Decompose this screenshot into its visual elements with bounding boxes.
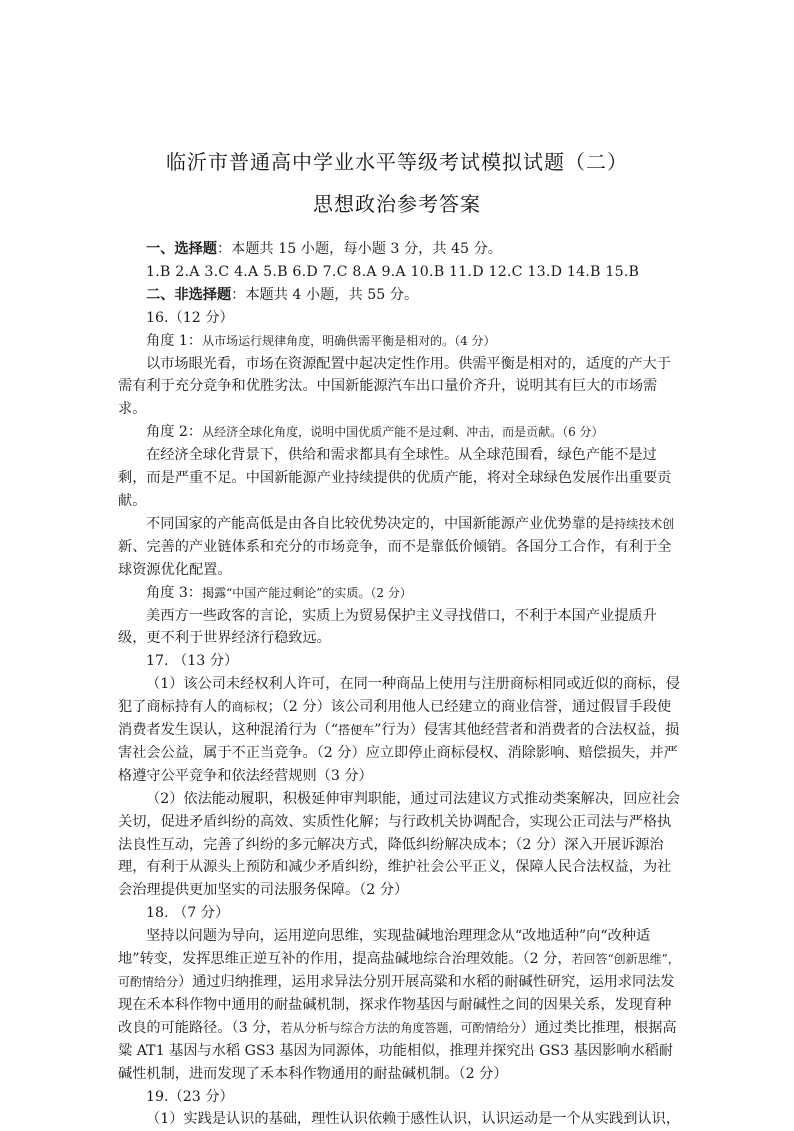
q17-part-1: [118, 673, 680, 788]
q16-angle1: [118, 330, 680, 353]
q18-text-e: ）通过类比推理，根据高粱 AT1 基因与水稻 GS3 基因为同源体，功能相似，推理并探究出 GS3 基因影响水稻耐碱性机制，进而发现了禾本科作物通用的耐盐碱机制。（2 分）: [118, 1019, 677, 1082]
q17-p1-text-c: ；（2 分）该公司利用他人已经建立的商业信誉，通过假冒手段使消费者发生误认，这种混淆行为（“: [118, 699, 672, 739]
q18-paragraph: [118, 925, 680, 1085]
q16-paragraph-1: 以市场眼光看，市场在资源配置中起决定性作用。供需平衡是相对的，适度的产大于需有利于充分竞争和优胜劣汰。中国新能源汽车出口量价齐升，说明其有巨大的市场需求。: [118, 355, 671, 418]
q19-heading: 19.（23 分）: [146, 1088, 234, 1105]
angle1-label: 角度 1：: [146, 332, 203, 349]
answer-body: [118, 238, 680, 1131]
section1-heading: 一、选择题: [146, 241, 217, 257]
section2-heading: 二、非选择题: [146, 286, 232, 303]
section2-line: [118, 284, 680, 307]
choice-answers: 1.B 2.A 3.C 4.A 5.B 6.D 7.C 8.A 9.A 10.B 11.D 12.C 13.D 14.B 15.B: [146, 263, 640, 280]
angle3-label: 角度 3：: [146, 584, 203, 601]
q16-angle2: [118, 421, 680, 444]
q16-paragraph-2: 在经济全球化背景下，供给和需求都具有全球性。从全球范围看，绿色产能不是过剩，而是严重不足。中国新能源产业持续提供的优质产能，将对全球绿色发展作出重要贡献。: [118, 447, 672, 509]
q16-p3-text-c: 新、完善的产业链体系和充分的市场竞争，而不是靠低价倾销。各国分工合作，有利于全球资源优化配置。: [118, 538, 672, 578]
q18-heading: 18. （7 分）: [146, 905, 230, 922]
q17-p1-text-a: （1）该公司未经权利人许可，在同一种商品上使用与注册商标相同或近似的商标，侵犯了商标持有人的: [118, 676, 680, 716]
q17-p1-hint-d: 搭便车: [338, 723, 375, 738]
q18-text-c: ）通过归纳推理，运用求异法分别开展高粱和水稻的耐碱性研究，运用求同法发现在禾本科作物中通用的耐盐碱机制，探求作物基因与耐碱性之间的因果关系，发现育种改良的可能路径。（3 分，: [118, 974, 675, 1036]
q18-hint-d: 若从分析与综合方法的角度答题，可酌情给分: [280, 1020, 521, 1035]
q17-part-2: （2）依法能动履职，积极延伸审判职能，通过司法建议方式推动类案解决，回应社会关切，促进矛盾纠纷的高效、实质性化解；与行政机关协调配合，实现公正司法与严格执法良性互动，完善了纠纷的多元解决方式，降低纠纷解决成本；（2 分）深入开展诉源治理，有利于从源头上预防和减少矛盾纠纷，维护社会公平正义，保障人民合法权益，为社会治理提供更加坚实的司法服务保障。（2 分）: [118, 790, 680, 899]
angle2-hint: 从经济全球化角度，说明中国优质产能不是过剩、冲击，而是贡献。（6 分）: [202, 425, 604, 440]
section1-desc: ：本题共 15 小题，每小题 3 分，共 45 分。: [216, 241, 502, 257]
document-subtitle: 思想政治参考答案: [313, 192, 481, 216]
q18-hint-b: 若回答“创新思维”，可酌情给分: [118, 952, 680, 989]
q16-heading: 16.（12 分）: [146, 309, 234, 326]
q19-part-1: （1）实践是认识的基础，理性认识依赖于感性认识，认识运动是一个从实践到认识，: [146, 1111, 680, 1128]
q16-p3-text-a: 不同国家的产能高低是由各自比较优势决定的，中国新能源产业优势靠的是: [146, 515, 615, 532]
angle1-hint: 从市场运行规律角度，明确供需平衡是相对的。（4 分）: [202, 333, 496, 348]
angle3-hint: 揭露“中国产能过剩论”的实质。（2 分）: [202, 585, 412, 600]
q16-angle3: [118, 582, 680, 605]
q16-p3-hint: 持续技术创: [614, 516, 675, 531]
angle2-label: 角度 2：: [146, 424, 203, 441]
document-title: 临沂市普通高中学业水平等级考试模拟试题（二）: [166, 150, 628, 174]
q17-p1-hint-b: 商标权: [231, 700, 268, 715]
q18-text-a: 坚持以问题为导向，运用逆向思维，实现盐碱地治理理念从“改地适种”向“改种适地”转变，发挥思维正逆互补的作用，提高盐碱地综合治理效能。（2 分，: [118, 928, 651, 968]
q16-paragraph-3: [118, 513, 680, 582]
q16-paragraph-4: 美西方一些政客的言论，实质上为贸易保护主义寻找借口，不利于本国产业提质升级，更不利于世界经济行稳致远。: [118, 607, 657, 647]
section1-line: [118, 238, 680, 261]
section2-desc: ：本题共 4 小题，共 55 分。: [231, 286, 419, 303]
q17-heading: 17. （13 分）: [146, 653, 239, 670]
q17-p1-text-e: ”行为）侵害其他经营者和消费者的合法权益，损害社会公益，属于不正当竞争。（2 分）应立即停止商标侵权、消除影响、赔偿损失，并严格遵守公平竞争和依法经营规则（3 分）: [118, 722, 680, 784]
